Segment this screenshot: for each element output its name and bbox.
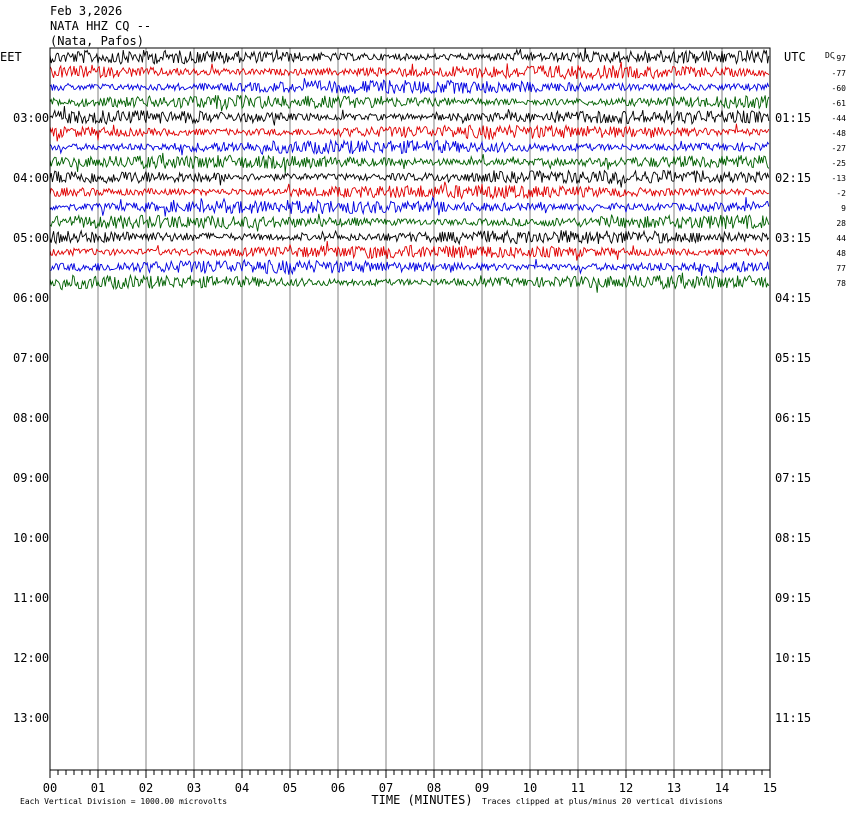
dc-offset-label: -61 — [831, 99, 846, 108]
x-tick-label: 01 — [90, 781, 106, 795]
x-tick-label: 04 — [234, 781, 250, 795]
seismic-trace — [50, 62, 769, 79]
left-hour-label: 13:00 — [13, 711, 50, 725]
x-tick-label: 13 — [666, 781, 682, 795]
dc-header-label: DC — [825, 51, 835, 60]
dc-offset-label: 48 — [836, 249, 846, 258]
x-tick-label: 02 — [138, 781, 154, 795]
seismic-trace — [50, 78, 769, 94]
x-tick-label: 11 — [570, 781, 586, 795]
right-hour-label: 09:15 — [775, 591, 812, 605]
left-hour-label: 09:00 — [13, 471, 50, 485]
x-tick-label: 08 — [426, 781, 442, 795]
seismic-trace — [50, 259, 769, 276]
dc-offset-label: 78 — [836, 279, 846, 288]
dc-offset-label: 77 — [836, 264, 846, 273]
seismic-trace — [50, 241, 769, 261]
footer-scale-note: Each Vertical Division = 1000.00 microvolts — [20, 797, 228, 806]
seismic-trace — [50, 140, 769, 155]
dc-offset-label: -48 — [831, 129, 846, 138]
right-hour-label: 10:15 — [775, 651, 812, 665]
dc-offset-label: -27 — [831, 144, 846, 153]
left-hour-label: 03:00 — [13, 111, 50, 125]
plot-frame — [50, 48, 770, 770]
seismic-trace — [50, 106, 769, 125]
seismic-trace — [50, 153, 769, 173]
right-hour-label: 03:15 — [775, 231, 812, 245]
right-hour-label: 05:15 — [775, 351, 812, 365]
x-tick-label: 15 — [762, 781, 778, 795]
station-label: NATA HHZ CQ -- — [50, 19, 152, 33]
seismic-trace — [50, 95, 769, 111]
left-hour-label: 10:00 — [13, 531, 50, 545]
right-hour-label: 08:15 — [775, 531, 812, 545]
seismic-trace — [50, 214, 769, 232]
x-axis-label: TIME (MINUTES) — [371, 793, 473, 807]
left-hour-label: 07:00 — [13, 351, 50, 365]
left-hour-label: 06:00 — [13, 291, 50, 305]
right-timezone-label: UTC — [784, 50, 806, 64]
right-hour-label: 04:15 — [775, 291, 812, 305]
right-hour-label: 07:15 — [775, 471, 812, 485]
left-hour-label: 08:00 — [13, 411, 50, 425]
right-hour-label: 02:15 — [775, 171, 812, 185]
dc-offset-label: -97 — [831, 54, 846, 63]
seismic-trace — [50, 170, 769, 187]
x-tick-label: 07 — [378, 781, 394, 795]
dc-offset-label: -44 — [831, 114, 846, 123]
grid-layer — [98, 48, 722, 770]
x-tick-label: 00 — [42, 781, 58, 795]
seismic-trace — [50, 182, 769, 199]
seismic-trace — [50, 124, 769, 142]
left-hour-label: 11:00 — [13, 591, 50, 605]
date-label: Feb 3,2026 — [50, 4, 123, 18]
left-hour-label: 12:00 — [13, 651, 50, 665]
location-label: (Nata, Pafos) — [50, 34, 144, 48]
x-tick-label: 09 — [474, 781, 490, 795]
x-tick-label: 14 — [714, 781, 730, 795]
seismic-trace — [50, 230, 769, 244]
seismic-trace — [50, 197, 769, 216]
right-hour-label: 06:15 — [775, 411, 812, 425]
seismic-trace — [50, 273, 769, 293]
right-hour-label: 01:15 — [775, 111, 812, 125]
left-timezone-label: EET — [0, 50, 22, 64]
x-tick-label: 06 — [330, 781, 346, 795]
dc-offset-label: -2 — [836, 189, 846, 198]
dc-offset-label: 44 — [836, 234, 846, 243]
right-hour-label: 11:15 — [775, 711, 812, 725]
dc-offset-label: -13 — [831, 174, 846, 183]
left-hour-label: 04:00 — [13, 171, 50, 185]
dc-offset-label: -25 — [831, 159, 846, 168]
dc-offset-label: 9 — [841, 204, 846, 213]
footer-clip-note: Traces clipped at plus/minus 20 vertical divisions — [482, 797, 723, 806]
dc-offset-label: -60 — [831, 84, 846, 93]
dc-offset-label: 28 — [836, 219, 846, 228]
x-tick-label: 05 — [282, 781, 298, 795]
x-tick-label: 12 — [618, 781, 634, 795]
left-hour-label: 05:00 — [13, 231, 50, 245]
trace-layer — [50, 48, 769, 293]
x-tick-label: 10 — [522, 781, 538, 795]
x-tick-label: 03 — [186, 781, 202, 795]
seismic-trace — [50, 48, 769, 64]
dc-offset-label: -77 — [831, 69, 846, 78]
